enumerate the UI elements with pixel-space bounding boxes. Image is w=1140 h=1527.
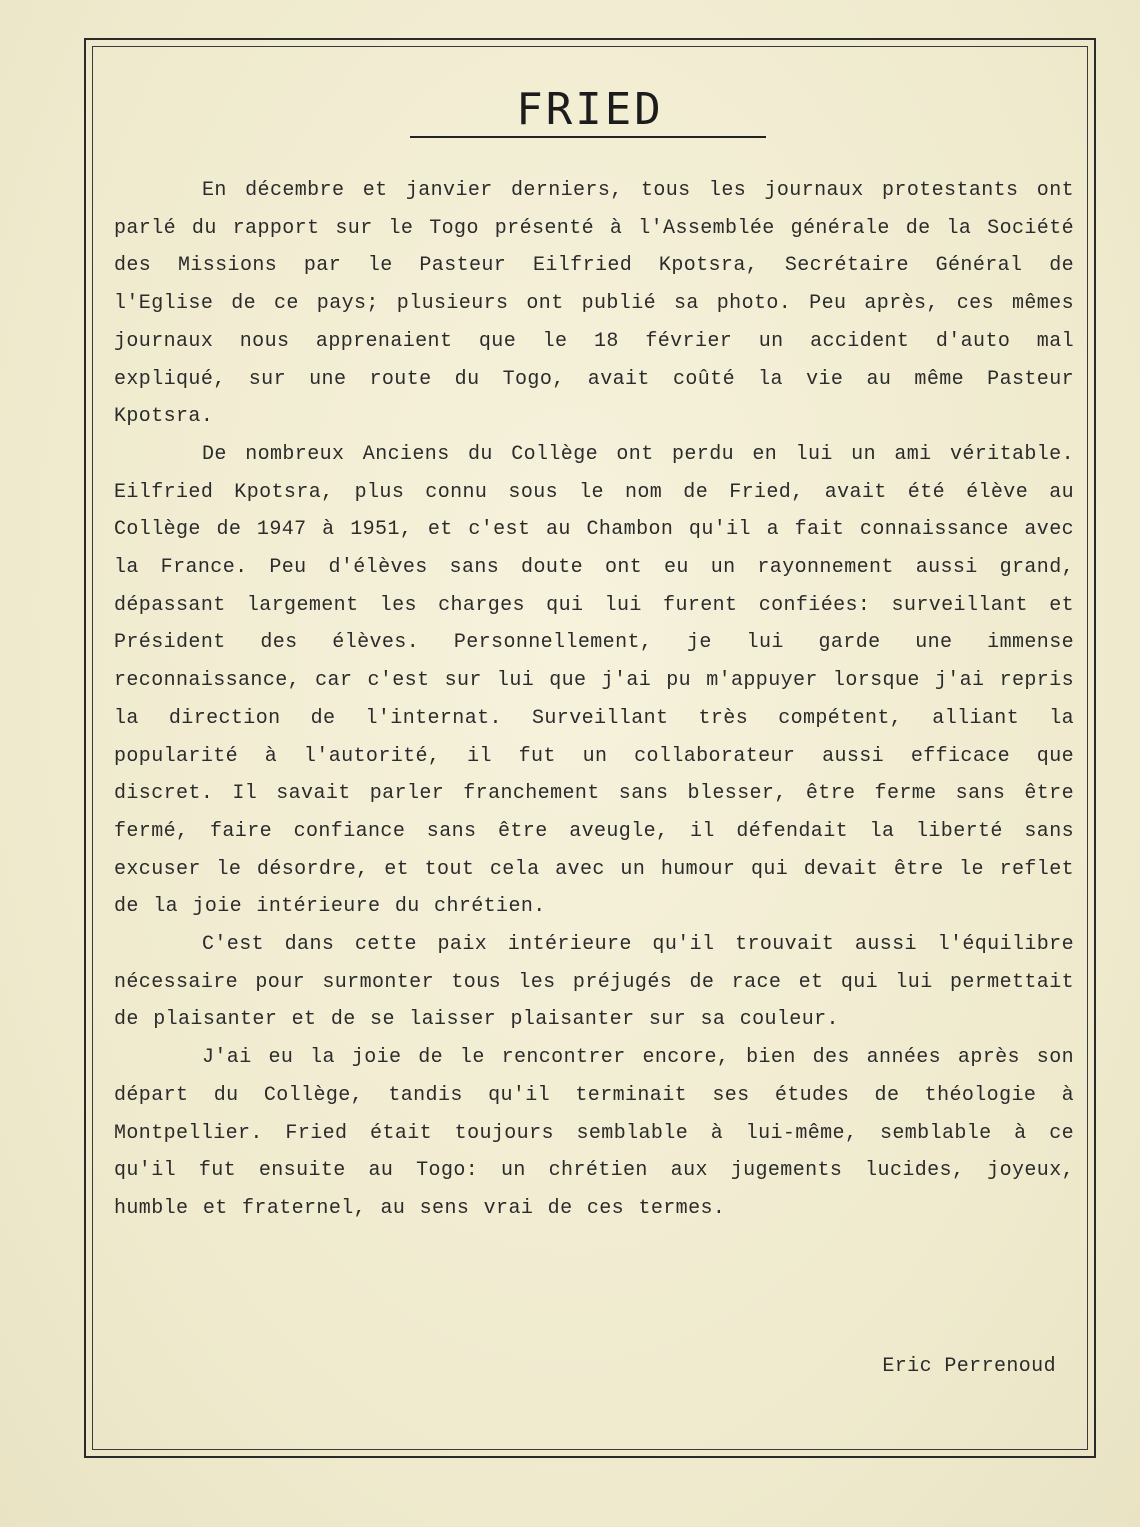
paragraph-4: J'ai eu la joie de le rencontrer encore, bien des années après son départ du Collège, tandis qu'il terminait ses études de théologie à Montpellier. Fried était toujours semblable à lui-même, semblable à ce qu'il fut ensuite au Togo: un chrétien aux jugements lucides, joyeux, humble et fraternel, au sens vrai de ces termes. bbox=[114, 1046, 1074, 1220]
paragraph-1: En décembre et janvier derniers, tous les journaux protestants ont parlé du rapport sur le Togo présenté à l'Assemblée générale de la Société des Missions par le Pasteur Eilfried Kpotsra, Secrétaire Général de l'Eglise de ce pays; plusieurs ont publié sa photo. Peu après, ces mêmes journaux nous apprenaient que le 18 février un accident d'auto mal expliqué, sur une route du Togo, avait coûté la vie au même Pasteur Kpotsra. bbox=[114, 179, 1074, 429]
paragraph-3: C'est dans cette paix intérieure qu'il trouvait aussi l'équilibre nécessaire pour surmonter tous les préjugés de race et qui lui permettait de plaisanter et de se laisser plaisanter sur sa couleur. bbox=[114, 933, 1074, 1032]
paragraph-2: De nombreux Anciens du Collège ont perdu en lui un ami véritable. Eilfried Kpotsra, plus connu sous le nom de Fried, avait été élève au Collège de 1947 à 1951, et c'est au Chambon qu'il a fait connaissance avec la France. Peu d'élèves sans doute ont eu un rayonnement aussi grand, dépassant largement les charges qui lui furent confiées: surveillant et Président des élèves. Personnellement, je lui garde une immense reconnaissance, car c'est sur lui que j'ai pu m'appuyer lorsque j'ai repris la direction de l'internat. Surveillant très compétent, alliant la popularité à l'autorité, il fut un collaborateur aussi efficace que discret. Il savait parler franchement sans blesser, être ferme sans être fermé, faire confiance sans être aveugle, il défendait la liberté sans excuser le désordre, et tout cela avec un humour qui devait être le reflet de la joie intérieure du chrétien. bbox=[114, 442, 1074, 919]
author-signature: Eric Perrenoud bbox=[882, 1355, 1056, 1378]
article-body bbox=[114, 172, 1074, 1228]
page-title: FRIED bbox=[516, 84, 664, 135]
title-underline bbox=[410, 136, 766, 138]
